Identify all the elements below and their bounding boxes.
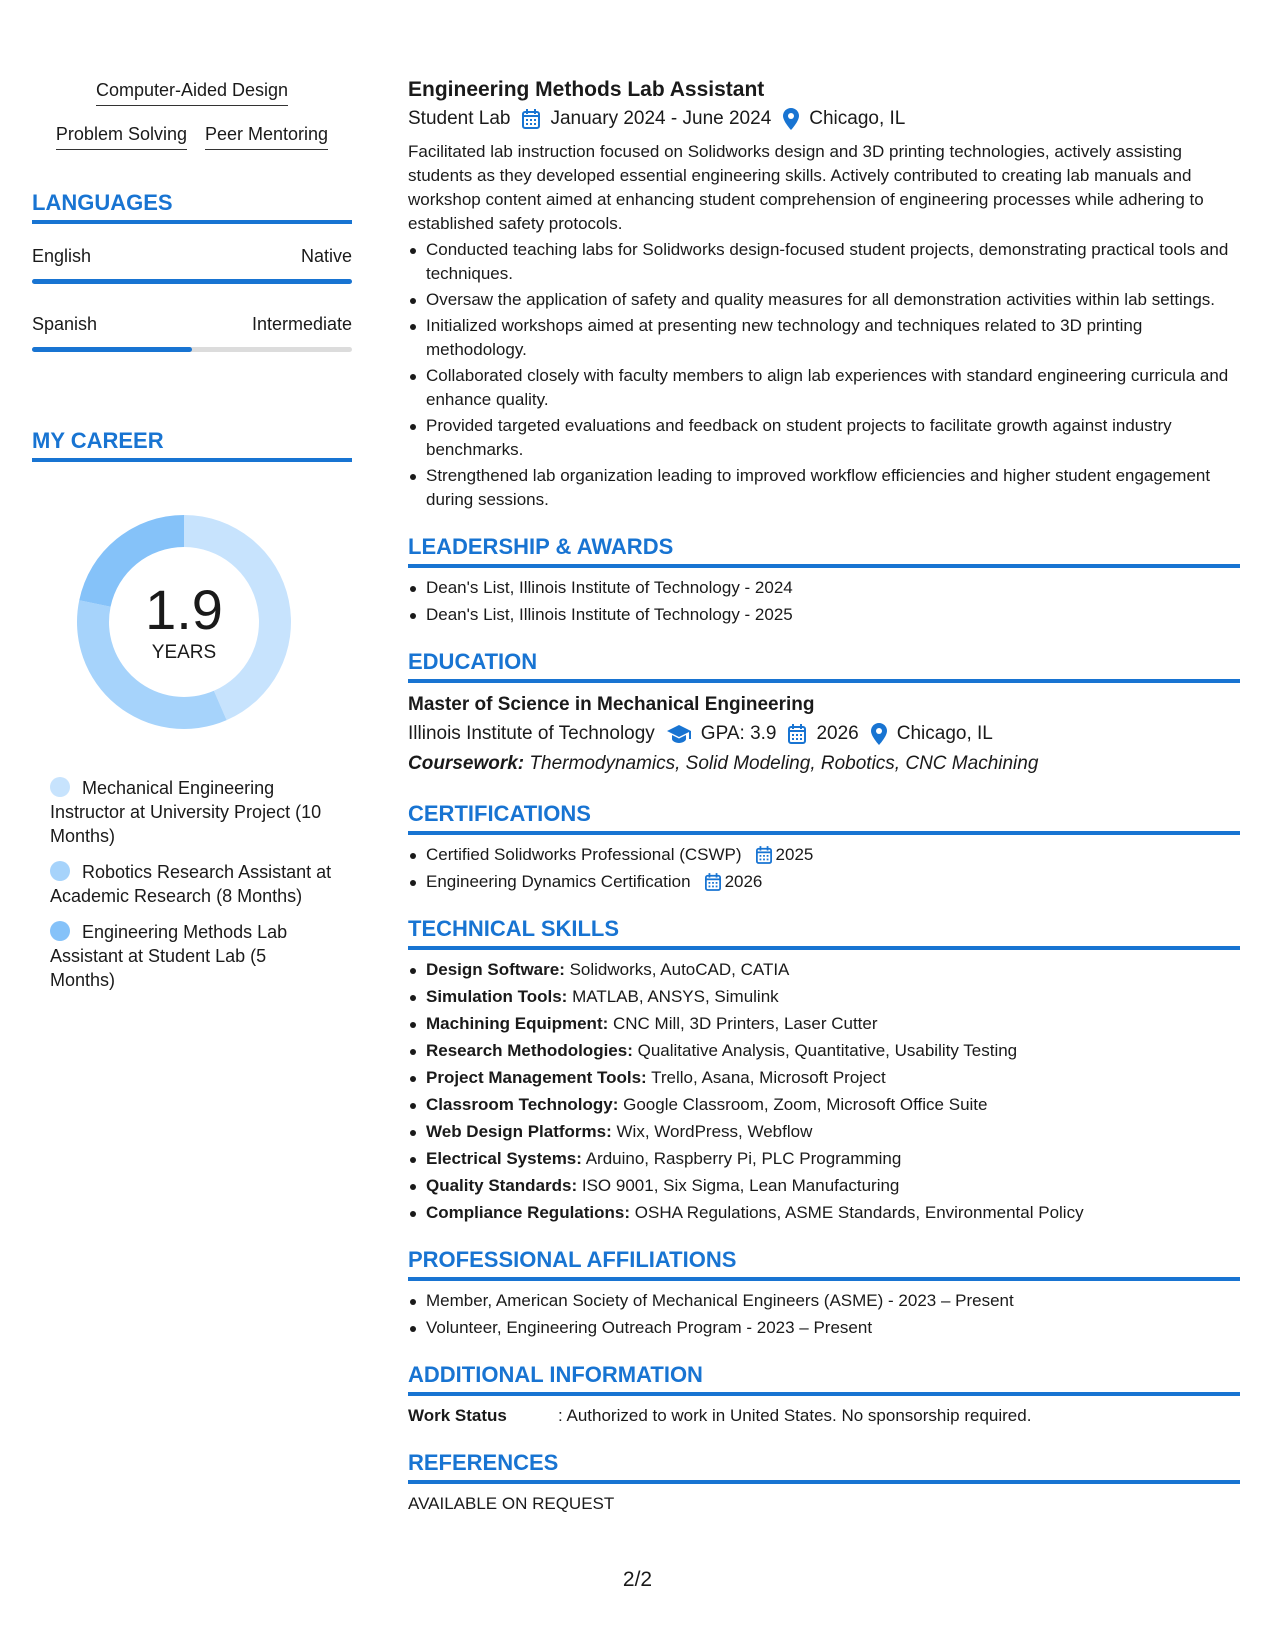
skill-tag: Peer Mentoring [205, 124, 328, 150]
skill-label: Design Software: [426, 960, 565, 979]
list-item [408, 958, 1240, 982]
skill-label: Project Management Tools: [426, 1068, 647, 1087]
additional-heading: ADDITIONAL INFORMATION [408, 1362, 1240, 1396]
skill-label: Simulation Tools: [426, 987, 568, 1006]
skill-value: CNC Mill, 3D Printers, Laser Cutter [608, 1014, 878, 1033]
list-item [408, 843, 1240, 867]
skill-label: Electrical Systems: [426, 1149, 582, 1168]
list-item [408, 1012, 1240, 1036]
coursework-label: Coursework: [408, 753, 525, 774]
language-bar-fill [32, 347, 192, 352]
work-status-row [408, 1404, 1240, 1428]
language-row [32, 314, 352, 335]
graduation-cap-icon [667, 725, 691, 743]
skill-label: Compliance Regulations: [426, 1203, 631, 1222]
career-donut-chart [64, 502, 304, 742]
location-pin-icon [783, 108, 799, 130]
list-item [408, 1201, 1240, 1225]
location-pin-icon [871, 723, 887, 745]
coursework-value: Thermodynamics, Solid Modeling, Robotics, CNC Machining [524, 753, 1039, 774]
education-gpa: GPA: 3.9 [700, 723, 777, 744]
education-location: Chicago, IL [896, 723, 993, 744]
language-row [32, 246, 352, 267]
career-heading: MY CAREER [32, 428, 352, 462]
legend-dot-icon [50, 777, 70, 797]
references-heading: REFERENCES [408, 1450, 1240, 1484]
skill-tag: Computer-Aided Design [96, 80, 288, 106]
skill-tag: Problem Solving [56, 124, 187, 150]
list-item: Strengthened lab organization leading to improved workflow efficiencies and higher student engagement during sessions. [408, 464, 1240, 512]
certifications-heading: CERTIFICATIONS [408, 801, 1240, 835]
cert-name: Engineering Dynamics Certification [426, 872, 691, 891]
skills-tags [32, 80, 352, 150]
skill-label: Classroom Technology: [426, 1095, 619, 1114]
list-item: Conducted teaching labs for Solidworks design-focused student projects, demonstrating practical tools and techniques. [408, 238, 1240, 286]
career-legend-item [50, 776, 332, 848]
skill-value: MATLAB, ANSYS, Simulink [567, 987, 779, 1006]
affiliations-section [408, 1247, 1240, 1340]
list-item [408, 1039, 1240, 1063]
job-bullets [408, 238, 1240, 512]
references-section [408, 1450, 1240, 1516]
language-name: Spanish [32, 314, 98, 334]
list-item: Initialized workshops aimed at presenting new technology and techniques related to 3D printing methodology. [408, 314, 1240, 362]
cert-year: 2026 [724, 872, 763, 891]
page-number: 2/2 [622, 1568, 653, 1591]
career-section [32, 428, 352, 992]
list-item [408, 1093, 1240, 1117]
language-bar [32, 347, 352, 352]
skill-value: ISO 9001, Six Sigma, Lean Manufacturing [577, 1176, 900, 1195]
skill-value: Wix, WordPress, Webflow [611, 1122, 813, 1141]
career-total-value: 1.9 [145, 578, 223, 641]
skill-value: Solidworks, AutoCAD, CATIA [564, 960, 790, 979]
list-item [408, 1120, 1240, 1144]
skill-value: Trello, Asana, Microsoft Project [646, 1068, 886, 1087]
skill-label: Quality Standards: [426, 1176, 578, 1195]
calendar-icon [705, 873, 721, 891]
right-column [408, 76, 1240, 1516]
list-item: Collaborated closely with faculty members to align lab experiences with standard engineering curricula and enhance quality. [408, 364, 1240, 412]
skill-value: Arduino, Raspberry Pi, PLC Programming [581, 1149, 902, 1168]
list-item: Dean's List, Illinois Institute of Technology - 2025 [408, 603, 1240, 627]
languages-heading: LANGUAGES [32, 190, 352, 224]
calendar-icon [522, 109, 540, 129]
education-coursework [408, 749, 1240, 779]
awards-section [408, 534, 1240, 627]
education-meta [408, 719, 1240, 749]
calendar-icon [756, 846, 772, 864]
technical-skills-heading: TECHNICAL SKILLS [408, 916, 1240, 950]
list-item [408, 1147, 1240, 1171]
job-title: Engineering Methods Lab Assistant [408, 78, 765, 101]
references-text: AVAILABLE ON REQUEST [408, 1494, 615, 1513]
education-section [408, 649, 1240, 779]
job-employer: Student Lab [408, 108, 511, 129]
list-item: Member, American Society of Mechanical Engineers (ASME) - 2023 – Present [408, 1289, 1240, 1313]
job-meta [408, 104, 1240, 134]
list-item: Dean's List, Illinois Institute of Technology - 2024 [408, 576, 1240, 600]
skill-label: Web Design Platforms: [426, 1122, 612, 1141]
language-level: Native [300, 246, 352, 266]
job-entry [408, 76, 1240, 512]
list-item: Oversaw the application of safety and quality measures for all demonstration activities within lab settings. [408, 288, 1240, 312]
career-legend [32, 776, 332, 992]
career-total-unit: YEARS [151, 642, 217, 663]
cert-year: 2025 [775, 845, 814, 864]
technical-skills-section [408, 916, 1240, 1225]
work-status-label: Work Status [408, 1406, 507, 1425]
languages-section [32, 190, 352, 352]
education-year: 2026 [816, 723, 859, 744]
awards-heading: LEADERSHIP & AWARDS [408, 534, 1240, 568]
left-column [32, 80, 352, 1004]
certifications-section [408, 801, 1240, 894]
list-item: Volunteer, Engineering Outreach Program - 2023 – Present [408, 1316, 1240, 1340]
list-item: Provided targeted evaluations and feedback on student projects to facilitate growth against industry benchmarks. [408, 414, 1240, 462]
skill-label: Research Methodologies: [426, 1041, 633, 1060]
career-legend-item [50, 860, 332, 908]
job-summary: Facilitated lab instruction focused on Solidworks design and 3D printing technologies, actively assisting students as they developed essential engineering skills. Actively contributed to creating lab manuals and workshop content aimed at enhancing student comprehension of engineering processes while adhering to established safety protocols. [408, 142, 1204, 233]
list-item [408, 1174, 1240, 1198]
education-degree: Master of Science in Mechanical Engineering [408, 694, 815, 715]
skill-value: Google Classroom, Zoom, Microsoft Office Suite [618, 1095, 988, 1114]
affiliations-heading: PROFESSIONAL AFFILIATIONS [408, 1247, 1240, 1281]
skill-label: Machining Equipment: [426, 1014, 609, 1033]
calendar-icon [788, 724, 806, 744]
career-legend-item [50, 920, 332, 992]
legend-dot-icon [50, 921, 70, 941]
language-level: Intermediate [251, 314, 352, 334]
job-dates: January 2024 - June 2024 [550, 108, 772, 129]
skill-value: OSHA Regulations, ASME Standards, Environmental Policy [630, 1203, 1084, 1222]
work-status-value: : Authorized to work in United States. No sponsorship required. [558, 1406, 1032, 1425]
skill-value: Qualitative Analysis, Quantitative, Usability Testing [632, 1041, 1018, 1060]
language-name: English [32, 246, 92, 266]
list-item [408, 870, 1240, 894]
career-legend-label: Engineering Methods Lab Assistant at Student Lab (5 Months) [50, 922, 288, 990]
language-bar-fill [32, 279, 352, 284]
cert-name: Certified Solidworks Professional (CSWP) [426, 845, 742, 864]
education-heading: EDUCATION [408, 649, 1240, 683]
career-legend-label: Robotics Research Assistant at Academic Research (8 Months) [50, 862, 332, 906]
education-school: Illinois Institute of Technology [408, 723, 655, 744]
career-legend-label: Mechanical Engineering Instructor at University Project (10 Months) [50, 778, 322, 846]
additional-section [408, 1362, 1240, 1428]
legend-dot-icon [50, 861, 70, 881]
job-location: Chicago, IL [809, 108, 906, 129]
list-item [408, 1066, 1240, 1090]
list-item [408, 985, 1240, 1009]
language-bar [32, 279, 352, 284]
